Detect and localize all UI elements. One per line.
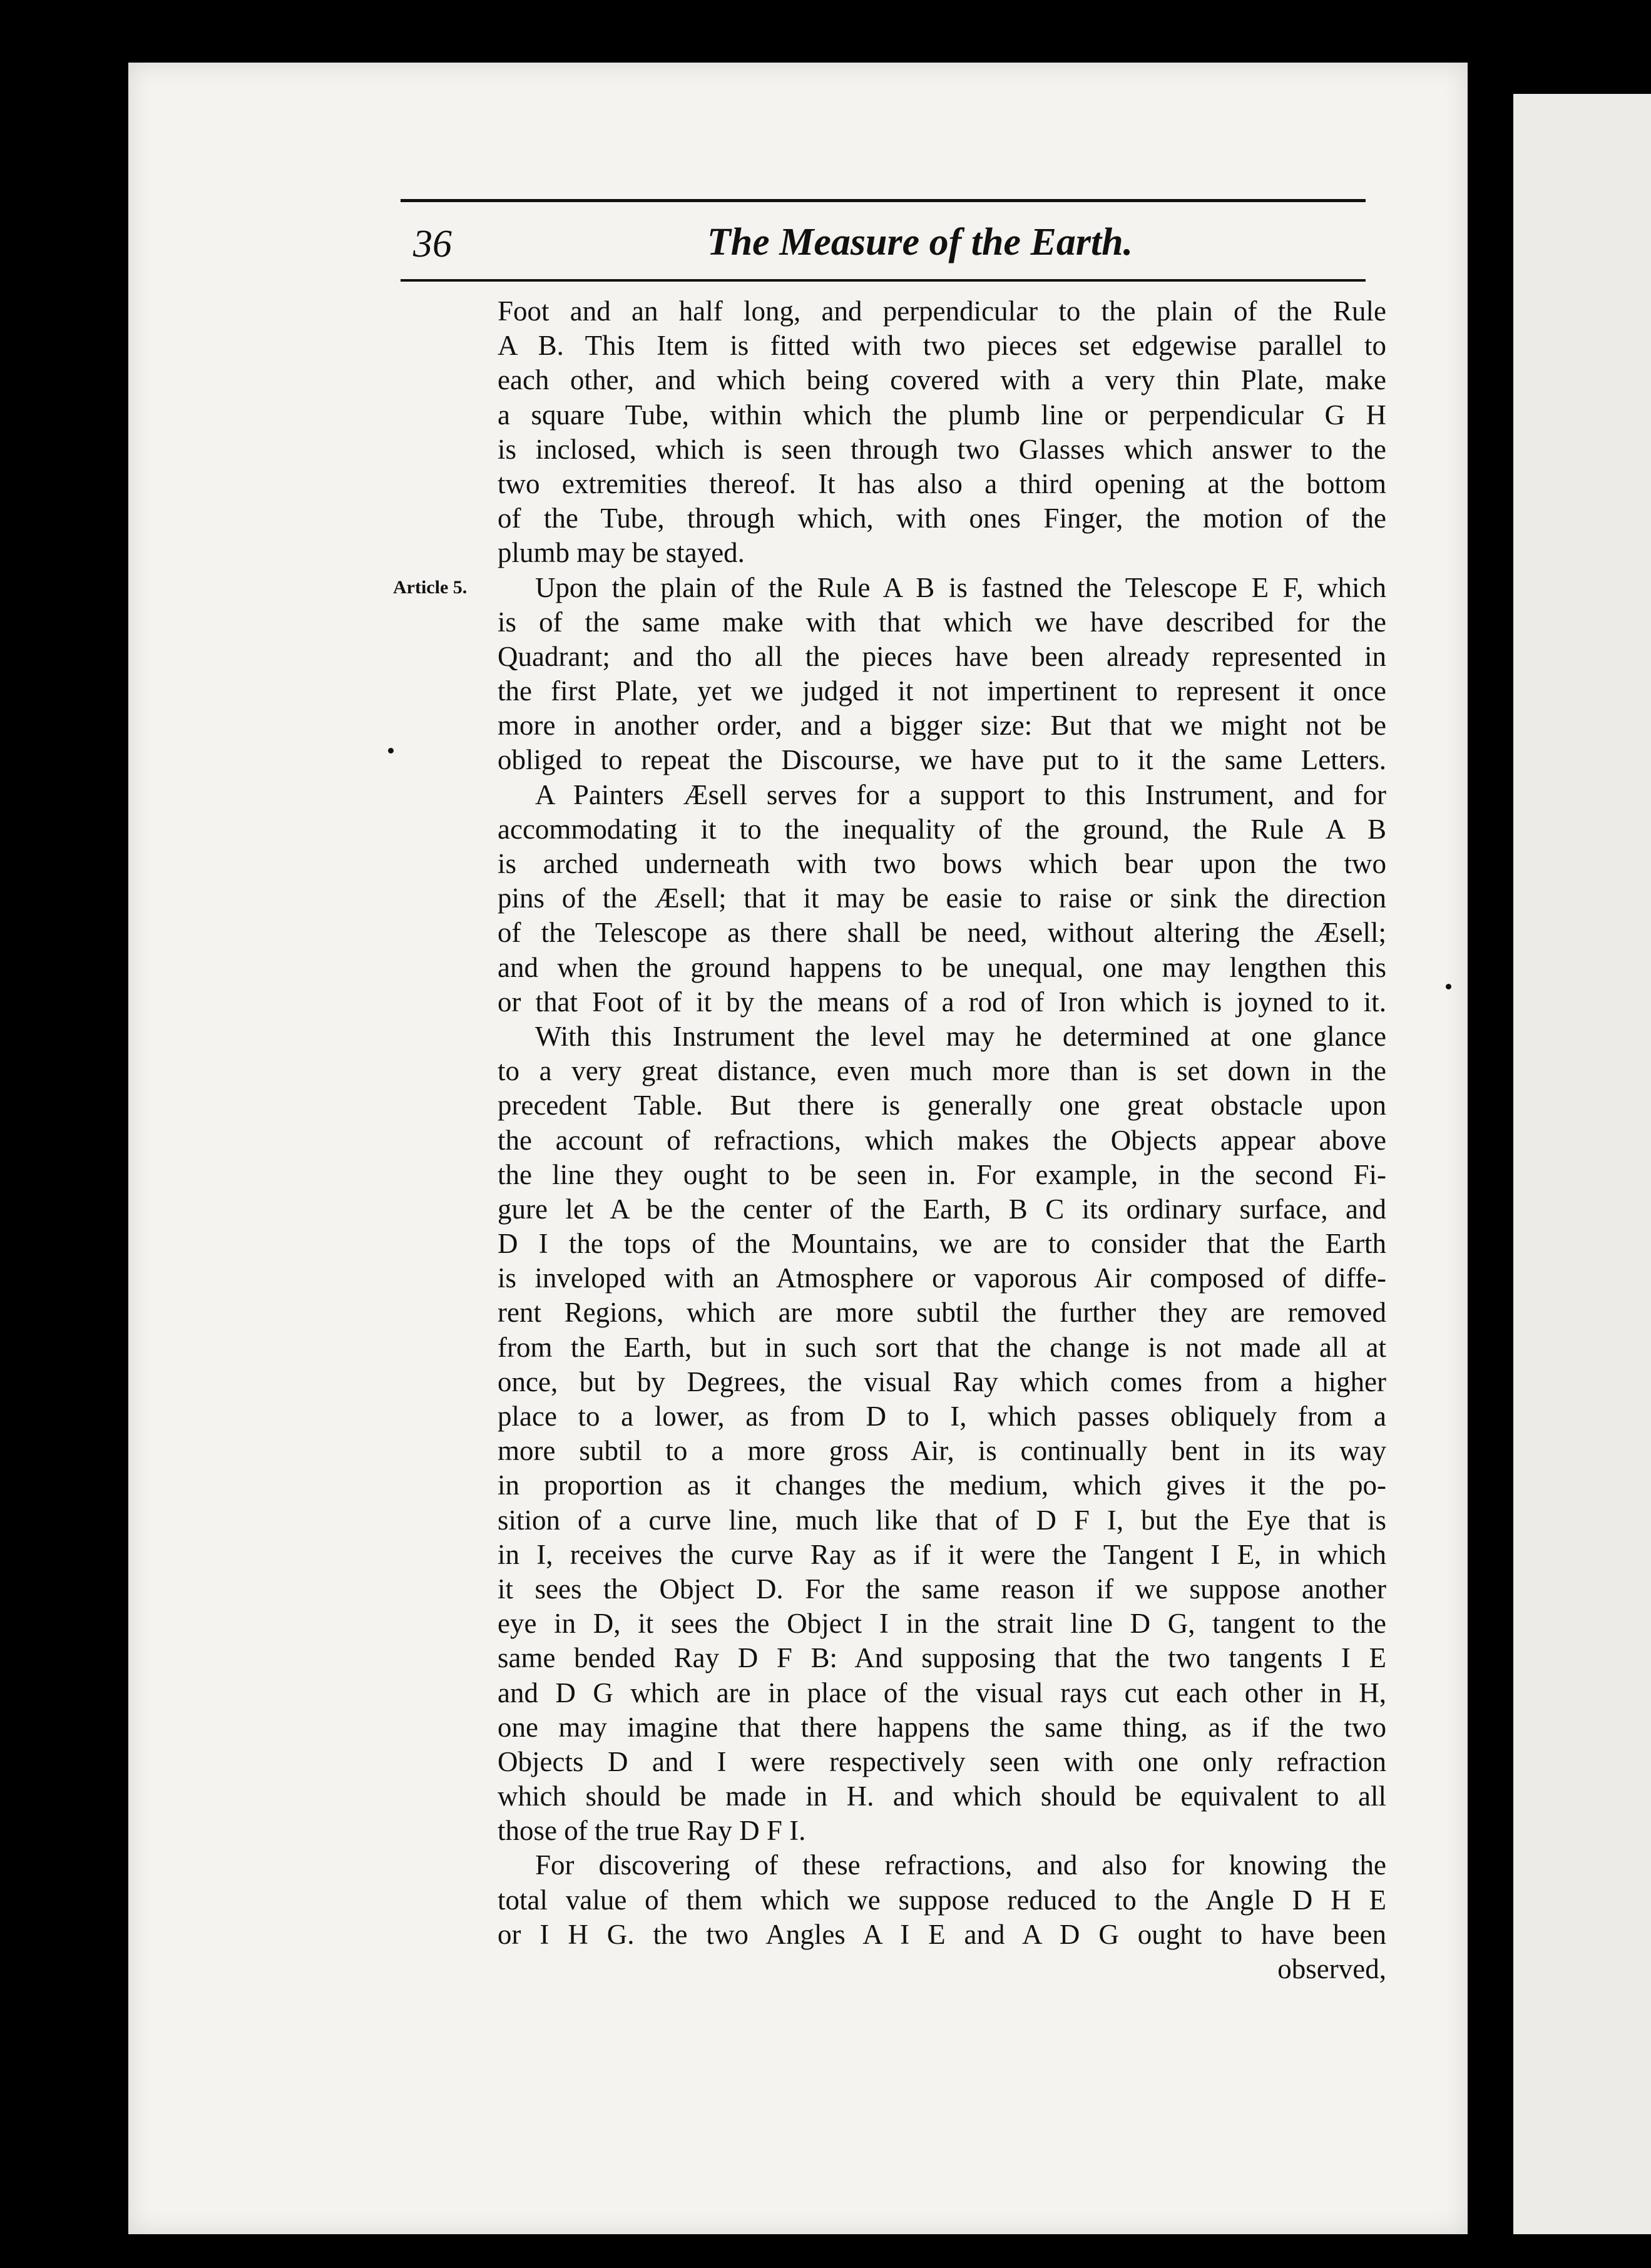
text-line: of the Telescope as there shall be need, without altering the Æsell; (498, 917, 1386, 949)
text-line: accommodating it to the inequality of the ground, the Rule A B (498, 813, 1386, 845)
text-line: a square Tube, within which the plumb line or perpendicular G H (498, 399, 1386, 431)
running-title: The Measure of the Earth. (707, 221, 1133, 263)
text-line: the first Plate, yet we judged it not impertinent to represent it once (498, 675, 1386, 707)
margin-speck (388, 748, 394, 753)
text-line: same bended Ray D F B: And supposing that the two tangents I E (498, 1642, 1386, 1674)
text-line: more in another order, and a bigger size: But that we might not be (498, 710, 1386, 742)
text-line: from the Earth, but in such sort that the change is not made all at (498, 1331, 1386, 1363)
text-line: in I, receives the curve Ray as if it were the Tangent I E, in which (498, 1538, 1386, 1570)
text-line: is inclosed, which is seen through two Glasses which answer to the (498, 433, 1386, 465)
text-line: sition of a curve line, much like that of D F I, but the Eye that is (498, 1504, 1386, 1536)
text-line: is inveloped with an Atmosphere or vaporous Air composed of diffe- (498, 1262, 1386, 1294)
text-line: is arched underneath with two bows which bear upon the two (498, 848, 1386, 879)
margin-note-article: Article 5. (393, 577, 468, 598)
text-line: those of the true Ray D F I. (498, 1815, 806, 1847)
text-line: to a very great distance, even much more than is set down in the (498, 1055, 1386, 1087)
text-line: the line they ought to be seen in. For example, in the second Fi- (498, 1158, 1386, 1190)
text-line: and when the ground happens to be unequal, one may lengthen this (498, 951, 1386, 983)
text-line: it sees the Object D. For the same reason if we suppose another (498, 1573, 1386, 1605)
text-line: gure let A be the center of the Earth, B C its ordinary surface, and (498, 1193, 1386, 1225)
page-number: 36 (413, 223, 452, 265)
text-line: D I the tops of the Mountains, we are to consider that the Earth (498, 1228, 1386, 1260)
text-line: pins of the Æsell; that it may be easie to raise or sink the direction (498, 882, 1386, 914)
text-line: in proportion as it changes the medium, which gives it the po- (498, 1469, 1386, 1501)
text-line: Upon the plain of the Rule A B is fastned the Telescope E F, which (535, 571, 1386, 603)
text-line: total value of them which we suppose reduced to the Angle D H E (498, 1884, 1386, 1916)
text-line: the account of refractions, which makes the Objects appear above (498, 1124, 1386, 1156)
body-text (498, 294, 1386, 1986)
text-line: one may imagine that there happens the same thing, as if the two (498, 1711, 1386, 1743)
text-line: and D G which are in place of the visual rays cut each other in H, (498, 1677, 1386, 1709)
text-line: Foot and an half long, and perpendicular to the plain of the Rule (498, 295, 1386, 327)
text-line: is of the same make with that which we have described for the (498, 606, 1386, 638)
text-line: or I H G. the two Angles A I E and A D G ought to have been (498, 1918, 1386, 1950)
text-line: precedent Table. But there is generally one great obstacle upon (498, 1090, 1386, 1121)
text-line: of the Tube, through which, with ones Finger, the motion of the (498, 503, 1386, 534)
text-line: more subtil to a more gross Air, is continually bent in its way (498, 1435, 1386, 1467)
text-line: place to a lower, as from D to I, which passes obliquely from a (498, 1401, 1386, 1432)
facing-page-edge (1513, 94, 1651, 2234)
text-line: obliged to repeat the Discourse, we have put to it the same Letters. (498, 744, 1386, 776)
text-line: or that Foot of it by the means of a rod of Iron which is joyned to it. (498, 986, 1386, 1018)
text-line: A Painters Æsell serves for a support to this Instrument, and for (535, 779, 1386, 810)
text-line: rent Regions, which are more subtil the further they are removed (498, 1297, 1386, 1329)
header-rule-bottom (401, 279, 1366, 282)
text-line: each other, and which being covered with a very thin Plate, make (498, 364, 1386, 396)
text-line: A B. This Item is fitted with two pieces set edgewise parallel to (498, 330, 1386, 362)
text-line: With this Instrument the level may he determined at one glance (535, 1020, 1386, 1052)
margin-speck (1446, 984, 1451, 989)
text-line: eye in D, it sees the Object I in the strait line D G, tangent to the (498, 1608, 1386, 1640)
text-line: Objects D and I were respectively seen with one only refraction (498, 1745, 1386, 1777)
text-line: which should be made in H. and which should be equivalent to all (498, 1780, 1386, 1812)
text-line: Quadrant; and tho all the pieces have been already represented in (498, 640, 1386, 672)
catchword: observed, (1277, 1953, 1386, 1984)
text-line: For discovering of these refractions, and also for knowing the (535, 1849, 1386, 1881)
header-rule-top (401, 199, 1366, 202)
text-line: plumb may be stayed. (498, 537, 745, 569)
text-line: two extremities thereof. It has also a third opening at the bottom (498, 467, 1386, 499)
text-line: once, but by Degrees, the visual Ray which comes from a higher (498, 1366, 1386, 1397)
